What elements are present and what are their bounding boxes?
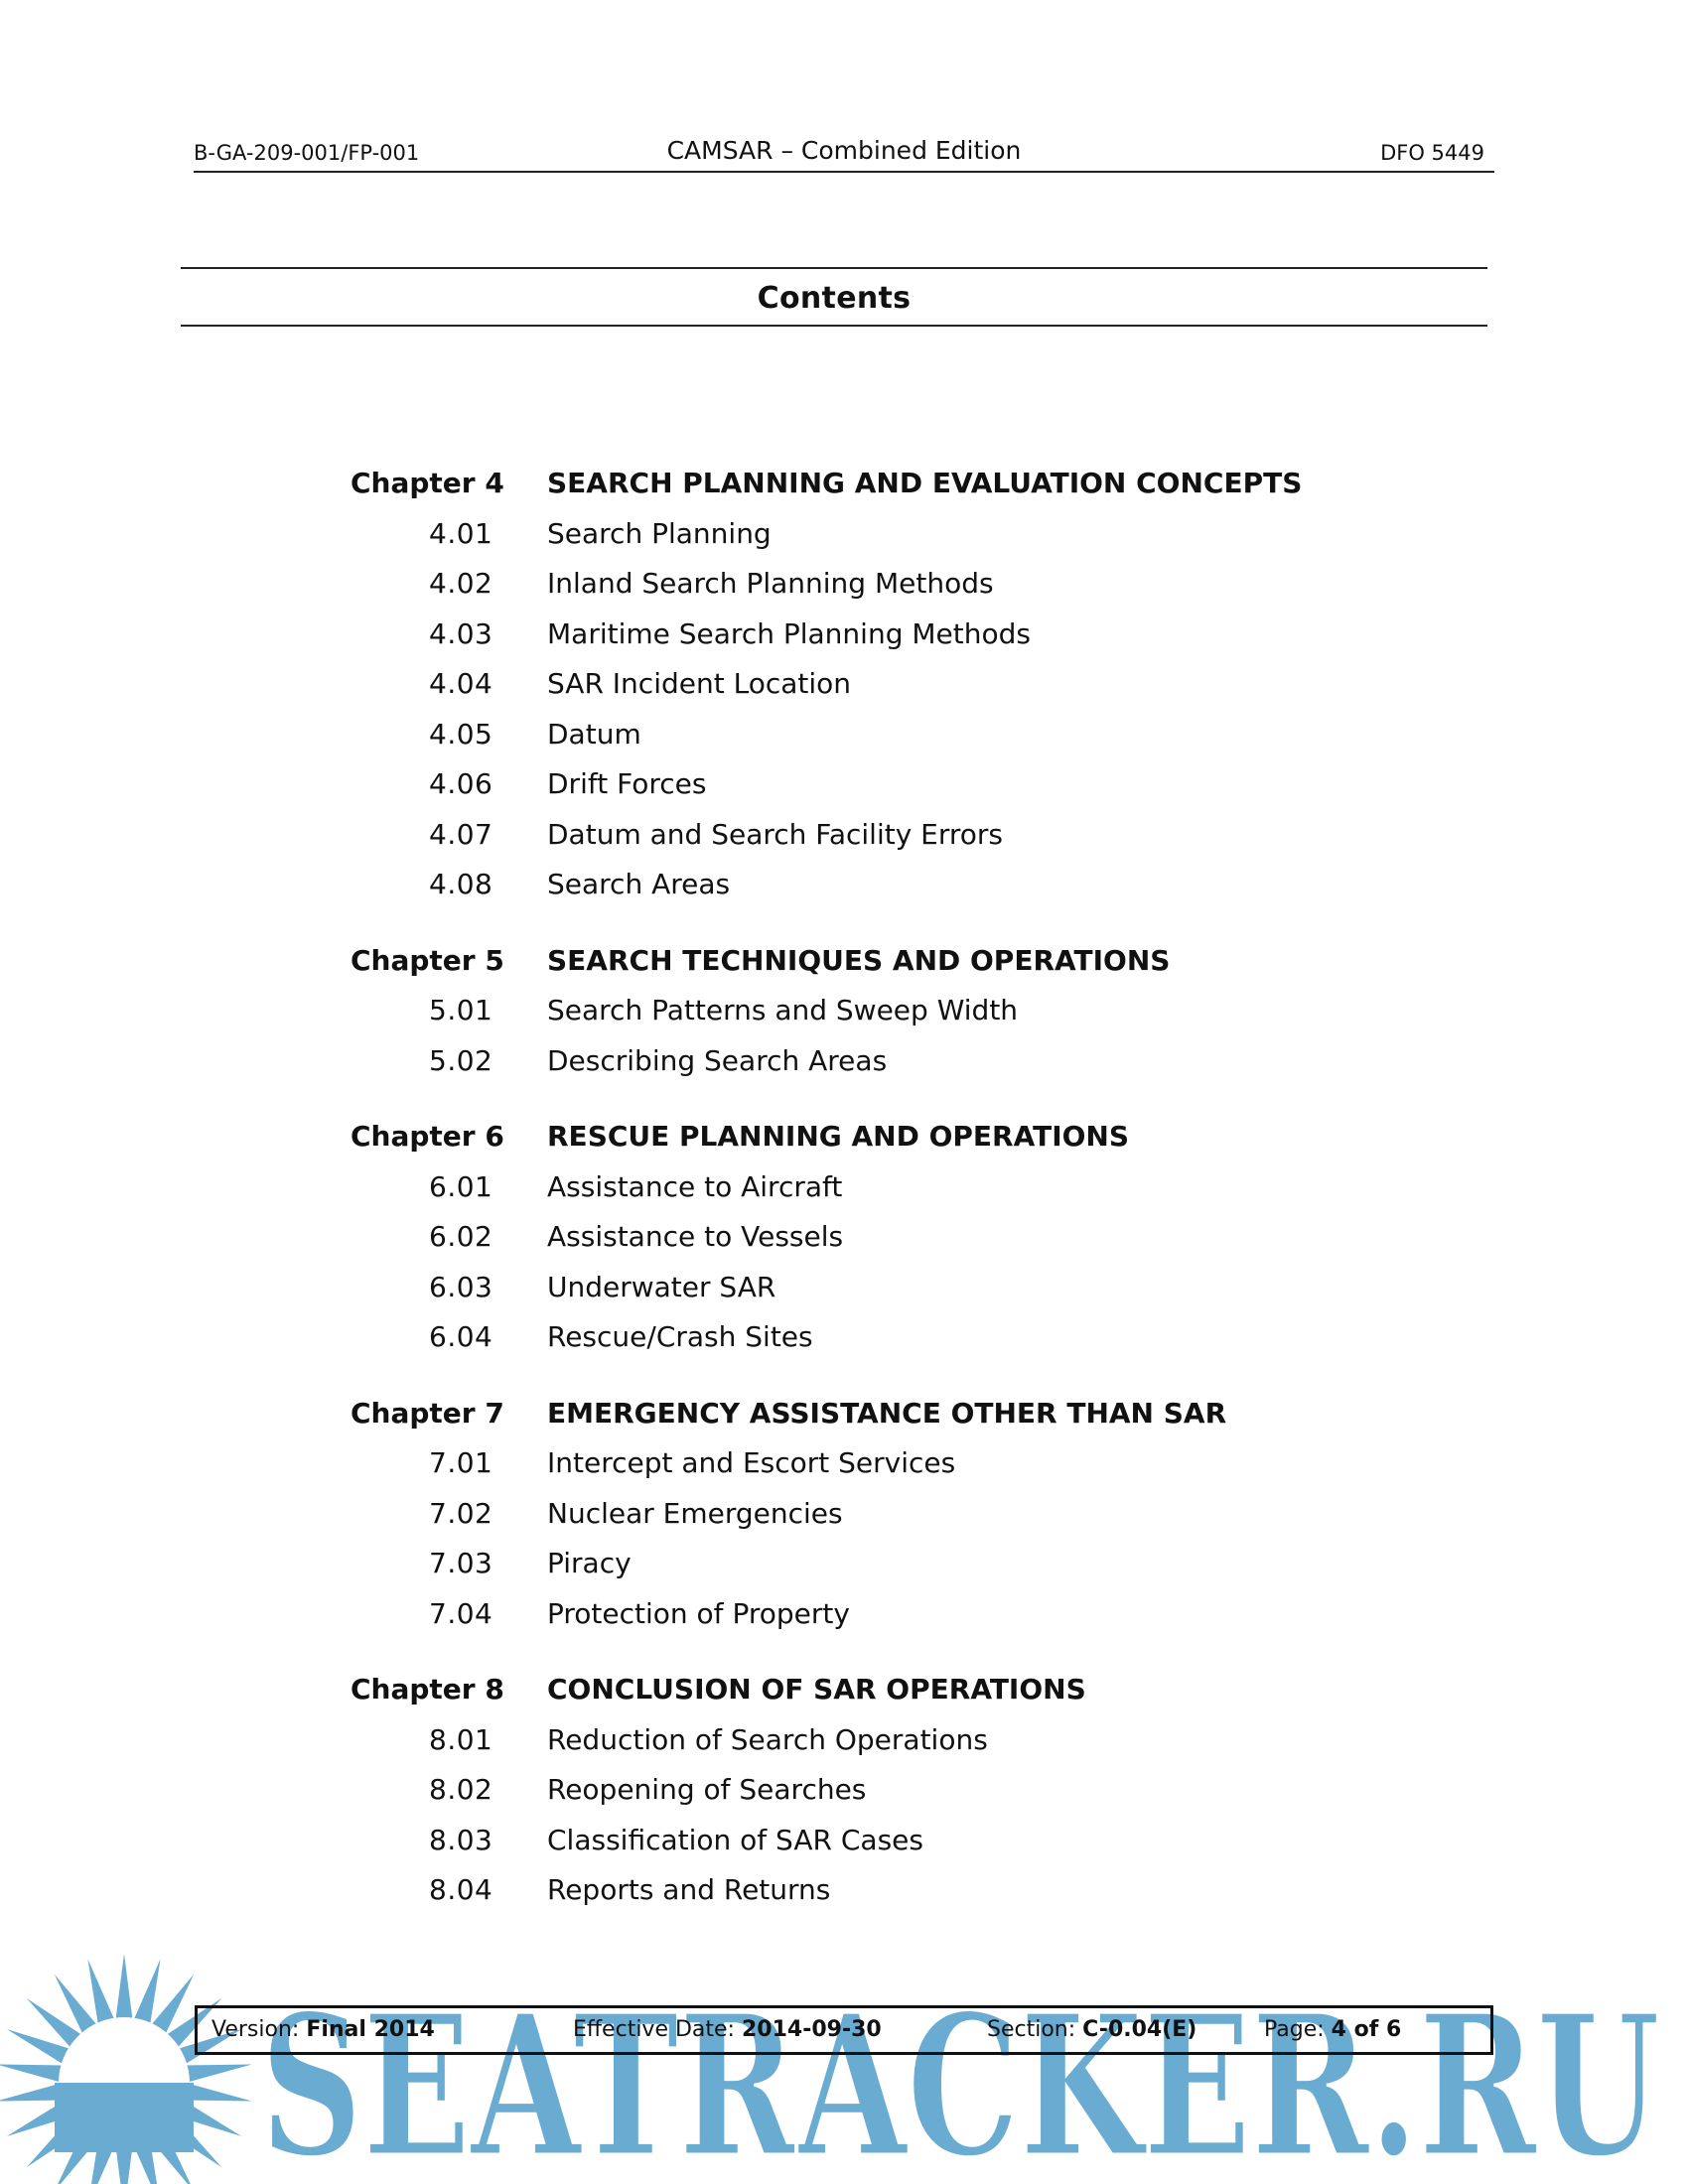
section-number: 4.05	[429, 717, 493, 751]
footer-effective-date	[573, 2017, 882, 2042]
chapter-label: Chapter 5	[351, 943, 504, 977]
page-header	[194, 135, 1494, 173]
section-number: 6.03	[429, 1270, 493, 1303]
chapter-title: SEARCH TECHNIQUES AND OPERATIONS	[547, 943, 1171, 977]
sun-horizon	[55, 2083, 194, 2152]
page-value: 4 of 6	[1331, 2017, 1402, 2042]
chapter-title: RESCUE PLANNING AND OPERATIONS	[547, 1120, 1130, 1153]
footer-version	[211, 2017, 435, 2042]
section-title: Reduction of Search Operations	[547, 1722, 988, 1756]
footer-section	[987, 2017, 1196, 2042]
section-entry	[351, 1044, 1343, 1095]
section-number: 8.01	[429, 1722, 493, 1756]
version-value: Final 2014	[306, 2017, 435, 2042]
section-title: Rescue/Crash Sites	[547, 1320, 813, 1353]
footer-page	[1264, 2017, 1401, 2042]
section-entry	[351, 667, 1343, 718]
section-title: Reports and Returns	[547, 1873, 831, 1906]
table-of-contents	[351, 467, 1343, 1950]
section-number: 6.01	[429, 1169, 493, 1203]
section-number: 4.01	[429, 516, 493, 550]
section-number: 4.04	[429, 667, 493, 700]
section-number: 5.02	[429, 1043, 493, 1077]
chapter-label: Chapter 8	[351, 1673, 504, 1706]
chapter-label: Chapter 7	[351, 1396, 504, 1430]
section-label: Section:	[987, 2017, 1076, 2042]
section-number: 6.02	[429, 1220, 493, 1253]
section-entry	[351, 1547, 1343, 1597]
section-title: Reopening of Searches	[547, 1773, 867, 1806]
section-value: C-0.04(E)	[1082, 2017, 1197, 2042]
section-title: Drift Forces	[547, 767, 707, 800]
section-number: 7.01	[429, 1446, 493, 1479]
section-entry	[351, 994, 1343, 1044]
section-entry	[351, 767, 1343, 818]
section-number: 8.02	[429, 1773, 493, 1806]
section-title: Nuclear Emergencies	[547, 1496, 843, 1530]
section-title: Piracy	[547, 1547, 632, 1579]
section-title: Search Areas	[547, 868, 731, 900]
section-title: Datum and Search Facility Errors	[547, 817, 1004, 851]
section-title: Search Planning	[547, 516, 772, 550]
chapter-block	[351, 944, 1343, 1095]
section-title: SAR Incident Location	[547, 667, 852, 700]
section-number: 4.06	[429, 767, 493, 800]
section-entry	[351, 1170, 1343, 1221]
doc-title: CAMSAR – Combined Edition	[666, 136, 1022, 165]
section-entry	[351, 1220, 1343, 1271]
section-number: 8.04	[429, 1873, 493, 1906]
section-title: Assistance to Vessels	[547, 1220, 844, 1253]
section-number: 8.03	[429, 1823, 493, 1856]
section-number: 7.03	[429, 1547, 493, 1579]
chapter-heading	[351, 1673, 1343, 1723]
watermark-text: SEATRACKER.RU	[260, 1973, 1660, 2184]
section-entry	[351, 617, 1343, 668]
section-entry	[351, 718, 1343, 768]
section-number: 7.02	[429, 1496, 493, 1530]
chapter-title: SEARCH PLANNING AND EVALUATION CONCEPTS	[547, 467, 1303, 499]
section-entry	[351, 567, 1343, 617]
chapter-block	[351, 1397, 1343, 1648]
section-entry	[351, 818, 1343, 869]
section-entry	[351, 1723, 1343, 1774]
section-title: Inland Search Planning Methods	[547, 567, 994, 600]
section-entry	[351, 517, 1343, 568]
chapter-title: EMERGENCY ASSISTANCE OTHER THAN SAR	[547, 1396, 1227, 1430]
doc-number: B-GA-209-001/FP-001	[194, 141, 420, 165]
section-title: Assistance to Aircraft	[547, 1169, 843, 1203]
chapter-heading	[351, 944, 1343, 995]
page-footer	[195, 2005, 1493, 2055]
section-title: Underwater SAR	[547, 1270, 776, 1303]
section-number: 4.07	[429, 817, 493, 851]
dfo-number: DFO 5449	[1380, 141, 1484, 165]
section-title: Intercept and Escort Services	[547, 1446, 956, 1479]
section-number: 5.01	[429, 994, 493, 1026]
section-number: 4.02	[429, 567, 493, 600]
section-entry	[351, 1773, 1343, 1824]
section-entry	[351, 1597, 1343, 1648]
chapter-block	[351, 467, 1343, 918]
chapter-heading	[351, 1397, 1343, 1447]
chapter-heading	[351, 1120, 1343, 1170]
section-entry	[351, 1320, 1343, 1371]
section-title: Describing Search Areas	[547, 1043, 888, 1077]
section-entry	[351, 1824, 1343, 1874]
section-entry	[351, 1271, 1343, 1321]
chapter-title: CONCLUSION OF SAR OPERATIONS	[547, 1673, 1086, 1706]
section-title: Maritime Search Planning Methods	[547, 616, 1031, 650]
section-entry	[351, 1446, 1343, 1497]
section-number: 4.08	[429, 868, 493, 900]
chapter-block	[351, 1120, 1343, 1371]
section-title: Datum	[547, 717, 641, 751]
chapter-label: Chapter 6	[351, 1120, 504, 1153]
section-entry	[351, 1497, 1343, 1548]
chapter-heading	[351, 467, 1343, 517]
section-title: Classification of SAR Cases	[547, 1823, 923, 1856]
contents-heading-band	[181, 267, 1487, 327]
version-label: Version:	[211, 2017, 300, 2042]
section-title: Search Patterns and Sweep Width	[547, 994, 1019, 1026]
effective-date-label: Effective Date:	[573, 2017, 735, 2042]
section-entry	[351, 1873, 1343, 1924]
chapter-block	[351, 1673, 1343, 1924]
section-title: Protection of Property	[547, 1596, 850, 1630]
section-number: 4.03	[429, 616, 493, 650]
contents-title: Contents	[757, 281, 912, 316]
section-entry	[351, 868, 1343, 918]
effective-date-value: 2014-09-30	[741, 2017, 882, 2042]
section-number: 7.04	[429, 1596, 493, 1630]
chapter-label: Chapter 4	[351, 467, 504, 499]
section-number: 6.04	[429, 1320, 493, 1353]
page-label: Page:	[1264, 2017, 1325, 2042]
